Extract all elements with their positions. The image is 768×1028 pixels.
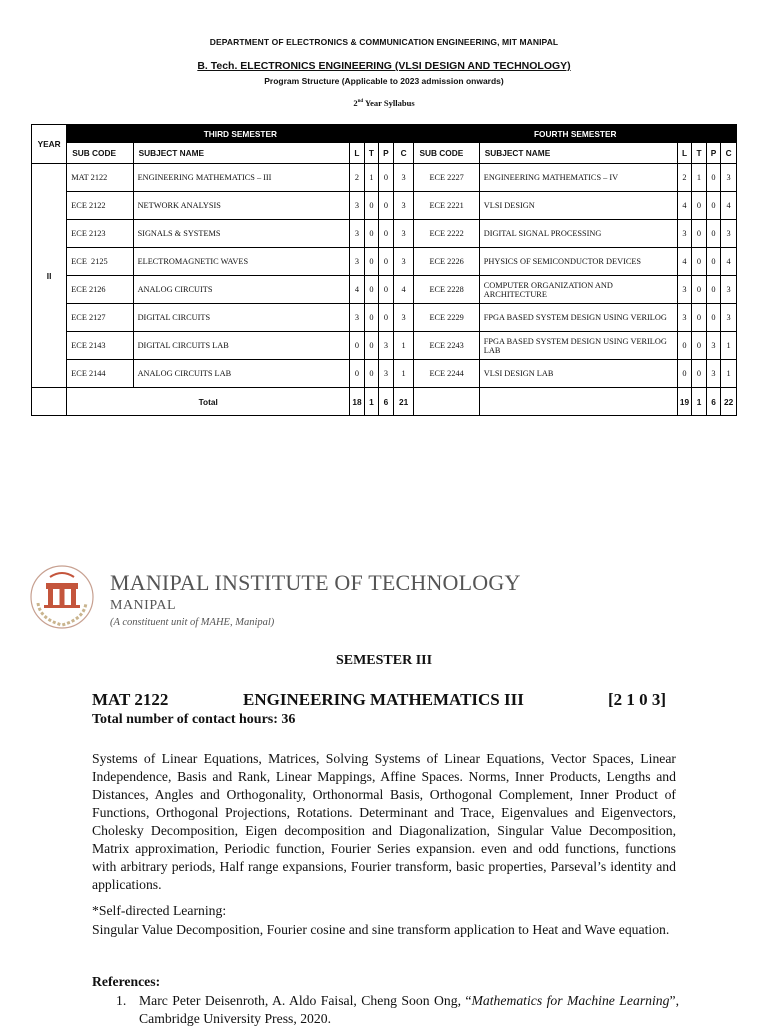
total-c-4: 22 [721,388,737,416]
c-cell: 3 [393,220,414,248]
reference-number: 1. [116,993,127,1008]
p-cell: 0 [379,220,394,248]
t-cell: 0 [692,192,707,220]
t-cell: 0 [364,192,379,220]
t-cell: 0 [692,220,707,248]
p-cell: 0 [706,248,721,276]
col-t-4: T [692,143,707,164]
subject-name-cell: SIGNALS & SYSTEMS [133,220,350,248]
sub-code-cell: ECE 2221 [414,192,479,220]
l-cell: 3 [350,248,365,276]
p-cell: 3 [379,360,394,388]
col-sub-code-4: SUB CODE [414,143,479,164]
table-row [32,304,737,332]
p-cell: 0 [379,304,394,332]
sub-code-cell: ECE 2222 [414,220,479,248]
p-cell: 0 [706,304,721,332]
blank-cell [479,388,677,416]
l-cell: 0 [677,332,692,360]
p-cell: 0 [706,192,721,220]
sub-code-cell: ECE 2126 [67,276,133,304]
reference-book-title: Mathematics for Machine Learning [471,993,670,1008]
c-cell: 1 [721,332,737,360]
t-cell: 0 [364,304,379,332]
t-cell: 1 [364,164,379,192]
sub-code-cell: ECE 2243 [414,332,479,360]
references-title: References: [92,974,161,989]
department-heading: DEPARTMENT OF ELECTRONICS & COMMUNICATION ENGINEERING, MIT MANIPAL [209,37,559,47]
subject-name-cell: ENGINEERING MATHEMATICS – IV [479,164,677,192]
t-cell: 0 [692,304,707,332]
l-cell: 2 [350,164,365,192]
year-suffix: nd [357,99,364,105]
p-cell: 0 [706,276,721,304]
c-cell: 1 [721,360,737,388]
l-cell: 4 [677,248,692,276]
total-l-3: 18 [350,388,365,416]
l-cell: 3 [677,220,692,248]
table-row [32,248,737,276]
col-t-3: T [364,143,379,164]
l-cell: 3 [677,276,692,304]
l-cell: 4 [350,276,365,304]
sub-code-cell: ECE 2122 [67,192,133,220]
subject-name-cell: COMPUTER ORGANIZATION AND ARCHITECTURE [479,276,677,304]
reference-authors: Marc Peter Deisenroth, A. Aldo Faisal, Cheng Soon Ong, “ [139,993,472,1008]
sub-code-cell: ECE 2226 [414,248,479,276]
col-c-3: C [393,143,414,164]
p-cell: 0 [706,220,721,248]
table-row [32,276,737,304]
self-directed-learning-title: *Self-directed Learning: [92,903,227,918]
col-l-4: L [677,143,692,164]
year-column-header: YEAR [32,125,67,164]
sub-code-cell: ECE 2227 [414,164,479,192]
subject-name-cell: ENGINEERING MATHEMATICS – III [133,164,350,192]
p-cell: 0 [379,276,394,304]
col-p-3: P [379,143,394,164]
sub-code-cell: ECE 2143 [67,332,133,360]
t-cell: 0 [692,276,707,304]
p-cell: 3 [706,332,721,360]
t-cell: 0 [364,220,379,248]
c-cell: 3 [393,192,414,220]
c-cell: 3 [393,304,414,332]
c-cell: 3 [721,164,737,192]
c-cell: 3 [721,304,737,332]
subject-name-cell: PHYSICS OF SEMICONDUCTOR DEVICES [479,248,677,276]
p-cell: 0 [706,164,721,192]
c-cell: 3 [393,248,414,276]
p-cell: 0 [379,248,394,276]
table-row [32,332,737,360]
subject-name-cell: DIGITAL CIRCUITS [133,304,350,332]
t-cell: 0 [364,360,379,388]
year-value-cell: II [32,164,67,388]
reference-text [139,992,679,1028]
l-cell: 0 [350,332,365,360]
subject-name-cell: NETWORK ANALYSIS [133,192,350,220]
t-cell: 0 [364,332,379,360]
p-cell: 3 [706,360,721,388]
course-name: ENGINEERING MATHEMATICS III [243,690,524,709]
contact-hours: Total number of contact hours: 36 [92,712,296,727]
total-l-4: 19 [677,388,692,416]
c-cell: 3 [721,220,737,248]
program-title: B. Tech. ELECTRONICS ENGINEERING (VLSI DESIGN AND TECHNOLOGY) [197,60,571,72]
year-syllabus-heading [0,98,768,108]
institute-name: MANIPAL INSTITUTE OF TECHNOLOGY [110,570,521,595]
col-c-4: C [721,143,737,164]
total-c-3: 21 [393,388,414,416]
subject-name-cell: DIGITAL SIGNAL PROCESSING [479,220,677,248]
subject-name-cell: DIGITAL CIRCUITS LAB [133,332,350,360]
course-code: MAT 2122 [92,690,169,709]
subject-name-cell: VLSI DESIGN LAB [479,360,677,388]
subject-name-cell: ELECTROMAGNETIC WAVES [133,248,350,276]
c-cell: 1 [393,360,414,388]
blank-cell [414,388,479,416]
semester-title: SEMESTER III [335,653,433,668]
t-cell: 0 [692,248,707,276]
t-cell: 0 [364,248,379,276]
total-t-4: 1 [692,388,707,416]
course-ltpc: [2 1 0 3] [608,690,667,709]
c-cell: 4 [721,192,737,220]
p-cell: 0 [379,164,394,192]
col-l-3: L [350,143,365,164]
l-cell: 2 [677,164,692,192]
year-syllabus-text: Year Syllabus [363,98,415,108]
l-cell: 3 [677,304,692,332]
sub-code-cell: ECE 2127 [67,304,133,332]
l-cell: 3 [350,220,365,248]
table-row [32,220,737,248]
blank-cell [32,388,67,416]
t-cell: 0 [364,276,379,304]
sub-code-cell: ECE 2244 [414,360,479,388]
total-label: Total [67,388,350,416]
sub-code-cell: ECE 2123 [67,220,133,248]
sub-code-cell: ECE 2229 [414,304,479,332]
t-cell: 0 [692,332,707,360]
course-description: Systems of Linear Equations, Matrices, Solving Systems of Linear Equations, Vector Spaces, Linear Independence, Basis and Rank, Linear Mappings, Affine Spaces. Norms, Inner Products, Lengths and Distances, Angles and Orthogonality, Orthonormal Basis, Orthogonal Complement, Inner Product of Functions, Orthogonal Projections, Rotations. Determinant and Trace, Eigenvalues and Eigenvectors, Cholesky Decomposition, Eigen decomposition and Diagonalization, Singular Value Decomposition, Matrix approximation, Periodic function, Fourier Series expansion. even and odd functions, functions with arbitrary periods, Half range expansions, Fourier transform, basic properties, Parseval’s identity and applications. [92,751,676,892]
sub-code-cell: ECE 2144 [67,360,133,388]
institute-subtitle: (A constituent unit of MAHE, Manipal) [110,617,275,628]
program-structure-table [31,124,737,416]
subject-name-cell: VLSI DESIGN [479,192,677,220]
col-subject-name-3: SUBJECT NAME [133,143,350,164]
c-cell: 3 [721,276,737,304]
l-cell: 0 [350,360,365,388]
reference-publisher: ”, Cambridge University Press, 2020. [139,993,679,1026]
total-row [32,388,737,416]
col-sub-code-3: SUB CODE [67,143,133,164]
c-cell: 1 [393,332,414,360]
subject-name-cell: FPGA BASED SYSTEM DESIGN USING VERILOG LAB [479,332,677,360]
subject-name-cell: FPGA BASED SYSTEM DESIGN USING VERILOG [479,304,677,332]
fourth-semester-header: FOURTH SEMESTER [414,125,737,143]
p-cell: 3 [379,332,394,360]
self-directed-learning-text: Singular Value Decomposition, Fourier cosine and sine transform application to Heat and Wave equation. [92,922,670,937]
table-row [32,360,737,388]
year-number: 2 [353,98,358,108]
subject-name-cell: ANALOG CIRCUITS [133,276,350,304]
sub-code-cell: MAT 2122 [67,164,133,192]
l-cell: 3 [350,192,365,220]
c-cell: 4 [393,276,414,304]
l-cell: 4 [677,192,692,220]
table-row [32,164,737,192]
total-p-4: 6 [706,388,721,416]
sub-code-cell: ECE 2228 [414,276,479,304]
table-row [32,192,737,220]
c-cell: 3 [393,164,414,192]
col-p-4: P [706,143,721,164]
subject-name-cell: ANALOG CIRCUITS LAB [133,360,350,388]
t-cell: 0 [692,360,707,388]
total-p-3: 6 [379,388,394,416]
col-subject-name-4: SUBJECT NAME [479,143,677,164]
institute-city: MANIPAL [110,598,176,613]
manipal-emblem-icon [28,563,96,631]
c-cell: 4 [721,248,737,276]
l-cell: 0 [677,360,692,388]
total-t-3: 1 [364,388,379,416]
t-cell: 1 [692,164,707,192]
sub-code-cell: ECE 2125 [67,248,133,276]
program-structure-note: Program Structure (Applicable to 2023 admission onwards) [264,76,504,86]
third-semester-header: THIRD SEMESTER [67,125,414,143]
l-cell: 3 [350,304,365,332]
p-cell: 0 [379,192,394,220]
